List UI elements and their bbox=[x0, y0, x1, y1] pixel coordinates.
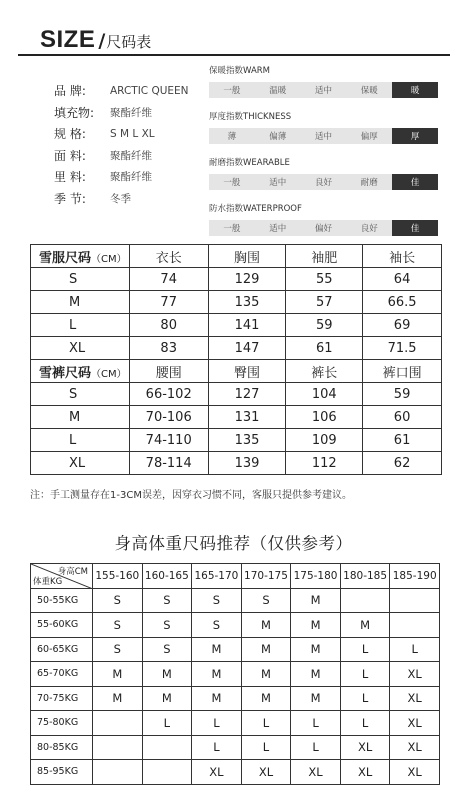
pants-value-cell: 62 bbox=[363, 452, 442, 475]
info-value: 聚酯纤维 bbox=[110, 149, 152, 162]
property-option: 良好 bbox=[360, 224, 378, 234]
recommend-size-cell: L bbox=[340, 686, 390, 711]
info-row bbox=[54, 123, 189, 145]
pants-value-cell: 74-110 bbox=[129, 429, 208, 452]
property-option: 一般 bbox=[223, 178, 241, 188]
pants-value-cell: 60 bbox=[363, 406, 442, 429]
info-key: 品 牌: bbox=[54, 84, 86, 99]
recommend-size-cell: S bbox=[142, 637, 192, 662]
property-option: 适中 bbox=[314, 86, 332, 96]
property-option-selected: 厚 bbox=[392, 128, 438, 144]
weight-range-cell: 85-95KG bbox=[31, 760, 93, 785]
pants-value-cell: 78-114 bbox=[129, 452, 208, 475]
jacket-value-cell: 69 bbox=[363, 314, 442, 337]
recommend-size-cell: M bbox=[93, 662, 143, 687]
recommend-row bbox=[31, 637, 440, 662]
pants-column-header: 臀围 bbox=[208, 360, 286, 383]
jacket-size-cell: M bbox=[31, 291, 130, 314]
recommend-row bbox=[31, 760, 440, 785]
pants-size-cell: XL bbox=[31, 452, 130, 475]
jacket-column-header: 衣长 bbox=[129, 245, 208, 268]
recommend-header-row bbox=[31, 564, 440, 589]
recommend-row bbox=[31, 662, 440, 687]
recommend-size-cell: XL bbox=[390, 711, 440, 736]
recommend-size-cell: XL bbox=[241, 760, 291, 785]
jacket-unit: （CM） bbox=[91, 253, 127, 265]
property-scale bbox=[209, 128, 438, 144]
recommend-row bbox=[31, 613, 440, 638]
property-title: 保暖指数WARM bbox=[209, 66, 270, 76]
recommend-row bbox=[31, 711, 440, 736]
recommend-size-cell: L bbox=[241, 735, 291, 760]
pants-value-cell: 139 bbox=[208, 452, 286, 475]
recommend-title: 身高体重尺码推荐（仅供参考） bbox=[114, 534, 353, 553]
height-range-header: 165-170 bbox=[192, 564, 242, 589]
pants-value-cell: 70-106 bbox=[129, 406, 208, 429]
recommend-size-cell: XL bbox=[390, 686, 440, 711]
pants-row bbox=[31, 429, 442, 452]
recommend-size-cell: M bbox=[241, 662, 291, 687]
recommend-size-cell: L bbox=[340, 711, 390, 736]
property-option: 保暖 bbox=[360, 86, 378, 96]
property-title: 厚度指数THICKNESS bbox=[209, 112, 292, 122]
pants-value-cell: 104 bbox=[286, 383, 363, 406]
pants-value-cell: 109 bbox=[286, 429, 363, 452]
recommend-size-cell: XL bbox=[390, 760, 440, 785]
info-key: 季 节: bbox=[54, 191, 86, 206]
recommend-size-cell: XL bbox=[340, 760, 390, 785]
height-range-header: 175-180 bbox=[291, 564, 341, 589]
info-key: 里 料: bbox=[54, 170, 86, 185]
pants-label: 雪裤尺码 bbox=[39, 365, 92, 381]
recommend-size-cell bbox=[390, 613, 440, 638]
recommend-size-cell: M bbox=[340, 613, 390, 638]
pants-size-cell: S bbox=[31, 383, 130, 406]
recommend-size-cell: M bbox=[291, 588, 341, 613]
recommend-size-cell: M bbox=[291, 686, 341, 711]
jacket-value-cell: 135 bbox=[208, 291, 286, 314]
weight-label: 体重KG bbox=[33, 576, 63, 587]
recommend-size-cell: M bbox=[93, 686, 143, 711]
jacket-value-cell: 71.5 bbox=[363, 337, 442, 360]
recommend-size-cell: L bbox=[340, 662, 390, 687]
recommend-size-cell: L bbox=[340, 637, 390, 662]
jacket-size-cell: L bbox=[31, 314, 130, 337]
jacket-value-cell: 74 bbox=[129, 268, 208, 291]
pants-row bbox=[31, 452, 442, 475]
page-header bbox=[40, 26, 151, 52]
pants-column-header: 裤长 bbox=[286, 360, 363, 383]
weight-range-cell: 50-55KG bbox=[31, 588, 93, 613]
info-value: 聚酯纤维 bbox=[110, 106, 152, 119]
recommend-size-cell bbox=[142, 760, 192, 785]
size-table bbox=[30, 244, 442, 475]
jacket-column-header: 胸围 bbox=[208, 245, 286, 268]
recommend-size-cell: XL bbox=[192, 760, 242, 785]
height-range-header: 180-185 bbox=[340, 564, 390, 589]
recommend-size-cell: M bbox=[192, 686, 242, 711]
property-option: 良好 bbox=[314, 178, 332, 188]
pants-label-cell bbox=[31, 360, 130, 383]
pants-row bbox=[31, 406, 442, 429]
property-option: 一般 bbox=[223, 224, 241, 234]
recommend-size-cell: M bbox=[241, 637, 291, 662]
info-key: 规 格: bbox=[54, 127, 86, 142]
property-option-selected: 佳 bbox=[392, 220, 438, 236]
property-option: 适中 bbox=[269, 178, 287, 188]
recommend-size-cell: L bbox=[291, 735, 341, 760]
recommend-size-cell: L bbox=[142, 711, 192, 736]
recommend-size-cell: XL bbox=[390, 662, 440, 687]
property-option: 偏薄 bbox=[269, 132, 287, 142]
title-slash: / bbox=[98, 30, 106, 52]
jacket-row bbox=[31, 268, 442, 291]
recommend-size-cell: S bbox=[192, 613, 242, 638]
info-row bbox=[54, 145, 189, 167]
property-scale bbox=[209, 220, 438, 236]
property-option: 温暖 bbox=[269, 86, 287, 96]
recommend-size-cell: S bbox=[93, 588, 143, 613]
recommend-size-cell: S bbox=[142, 613, 192, 638]
recommend-size-cell: S bbox=[142, 588, 192, 613]
property-option: 一般 bbox=[223, 86, 241, 96]
height-range-header: 170-175 bbox=[241, 564, 291, 589]
recommend-size-cell: L bbox=[241, 711, 291, 736]
jacket-label-cell bbox=[31, 245, 130, 268]
header-divider bbox=[18, 54, 450, 56]
recommend-size-cell: M bbox=[142, 686, 192, 711]
recommend-size-cell: M bbox=[291, 637, 341, 662]
jacket-value-cell: 83 bbox=[129, 337, 208, 360]
property-scale bbox=[209, 82, 438, 98]
jacket-size-cell: XL bbox=[31, 337, 130, 360]
pants-value-cell: 66-102 bbox=[129, 383, 208, 406]
jacket-value-cell: 141 bbox=[208, 314, 286, 337]
pants-value-cell: 127 bbox=[208, 383, 286, 406]
recommend-corner-cell bbox=[31, 564, 93, 589]
info-row bbox=[54, 80, 189, 102]
pants-value-cell: 135 bbox=[208, 429, 286, 452]
pants-header-row bbox=[31, 360, 442, 383]
height-range-header: 185-190 bbox=[390, 564, 440, 589]
property-scale bbox=[209, 174, 438, 190]
recommend-size-cell: XL bbox=[390, 735, 440, 760]
title-size: SIZE bbox=[40, 26, 96, 53]
height-range-header: 155-160 bbox=[93, 564, 143, 589]
weight-range-cell: 75-80KG bbox=[31, 711, 93, 736]
pants-value-cell: 131 bbox=[208, 406, 286, 429]
recommend-size-cell bbox=[390, 588, 440, 613]
property-option: 偏好 bbox=[314, 224, 332, 234]
jacket-value-cell: 80 bbox=[129, 314, 208, 337]
weight-range-cell: 70-75KG bbox=[31, 686, 93, 711]
pants-unit: （CM） bbox=[91, 368, 127, 380]
product-properties bbox=[209, 64, 438, 248]
recommend-row bbox=[31, 588, 440, 613]
property-option: 适中 bbox=[269, 224, 287, 234]
pants-value-cell: 59 bbox=[363, 383, 442, 406]
property-title: 耐磨指数WEARABLE bbox=[209, 158, 290, 168]
property-option: 耐磨 bbox=[360, 178, 378, 188]
jacket-size-cell: S bbox=[31, 268, 130, 291]
jacket-row bbox=[31, 291, 442, 314]
pants-size-cell: L bbox=[31, 429, 130, 452]
property-option: 薄 bbox=[227, 132, 237, 142]
recommend-size-cell: M bbox=[241, 613, 291, 638]
product-info bbox=[54, 80, 189, 209]
pants-value-cell: 106 bbox=[286, 406, 363, 429]
pants-size-cell: M bbox=[31, 406, 130, 429]
weight-range-cell: 80-85KG bbox=[31, 735, 93, 760]
jacket-value-cell: 55 bbox=[286, 268, 363, 291]
jacket-value-cell: 66.5 bbox=[363, 291, 442, 314]
recommend-size-cell: XL bbox=[291, 760, 341, 785]
recommend-size-cell: XL bbox=[340, 735, 390, 760]
jacket-value-cell: 64 bbox=[363, 268, 442, 291]
recommend-size-cell: L bbox=[192, 735, 242, 760]
recommend-row bbox=[31, 735, 440, 760]
jacket-value-cell: 57 bbox=[286, 291, 363, 314]
recommend-size-cell: L bbox=[291, 711, 341, 736]
jacket-row bbox=[31, 314, 442, 337]
property-option: 偏厚 bbox=[360, 132, 378, 142]
info-value: S M L XL bbox=[110, 127, 155, 140]
recommend-size-cell: M bbox=[192, 662, 242, 687]
property-option-selected: 佳 bbox=[392, 174, 438, 190]
jacket-value-cell: 147 bbox=[208, 337, 286, 360]
weight-range-cell: 55-60KG bbox=[31, 613, 93, 638]
pants-value-cell: 61 bbox=[363, 429, 442, 452]
recommend-row bbox=[31, 686, 440, 711]
recommend-size-cell: S bbox=[93, 637, 143, 662]
jacket-value-cell: 59 bbox=[286, 314, 363, 337]
recommend-size-cell: S bbox=[192, 588, 242, 613]
recommend-size-cell bbox=[142, 735, 192, 760]
height-label: 身高CM bbox=[57, 567, 88, 577]
recommend-size-cell: M bbox=[291, 662, 341, 687]
info-row bbox=[54, 188, 189, 210]
jacket-column-header: 袖长 bbox=[363, 245, 442, 268]
title-size-chart: 尺码表 bbox=[106, 33, 152, 51]
info-row bbox=[54, 166, 189, 188]
info-row bbox=[54, 102, 189, 124]
recommend-table bbox=[30, 563, 440, 785]
recommend-size-cell bbox=[93, 735, 143, 760]
recommend-size-cell: M bbox=[192, 637, 242, 662]
jacket-row bbox=[31, 337, 442, 360]
info-value: 冬季 bbox=[110, 192, 131, 205]
weight-range-cell: 60-65KG bbox=[31, 637, 93, 662]
recommend-size-cell: L bbox=[390, 637, 440, 662]
recommend-size-cell bbox=[93, 760, 143, 785]
weight-range-cell: 65-70KG bbox=[31, 662, 93, 687]
property-option: 适中 bbox=[314, 132, 332, 142]
recommend-size-cell: M bbox=[241, 686, 291, 711]
pants-row bbox=[31, 383, 442, 406]
jacket-value-cell: 61 bbox=[286, 337, 363, 360]
info-value: ARCTIC QUEEN bbox=[110, 84, 189, 97]
jacket-header-row bbox=[31, 245, 442, 268]
property-option-selected: 暖 bbox=[392, 82, 438, 98]
recommend-size-cell: M bbox=[142, 662, 192, 687]
recommend-size-cell bbox=[93, 711, 143, 736]
jacket-label: 雪服尺码 bbox=[39, 250, 92, 266]
recommend-size-cell: L bbox=[192, 711, 242, 736]
info-key: 面 料: bbox=[54, 148, 86, 163]
pants-value-cell: 112 bbox=[286, 452, 363, 475]
pants-column-header: 裤口围 bbox=[363, 360, 442, 383]
measurement-note: 注：手工测量存在1-3CM误差，因穿衣习惯不同，客服只提供参考建议。 bbox=[30, 490, 352, 501]
recommend-size-cell bbox=[340, 588, 390, 613]
jacket-value-cell: 129 bbox=[208, 268, 286, 291]
jacket-value-cell: 77 bbox=[129, 291, 208, 314]
jacket-column-header: 袖肥 bbox=[286, 245, 363, 268]
pants-column-header: 腰围 bbox=[129, 360, 208, 383]
property-title: 防水指数WATERPROOF bbox=[209, 204, 302, 214]
recommend-size-cell: M bbox=[291, 613, 341, 638]
recommend-size-cell: S bbox=[93, 613, 143, 638]
recommend-size-cell: S bbox=[241, 588, 291, 613]
info-key: 填充物: bbox=[54, 105, 95, 120]
info-value: 聚酯纤维 bbox=[110, 171, 152, 184]
height-range-header: 160-165 bbox=[142, 564, 192, 589]
